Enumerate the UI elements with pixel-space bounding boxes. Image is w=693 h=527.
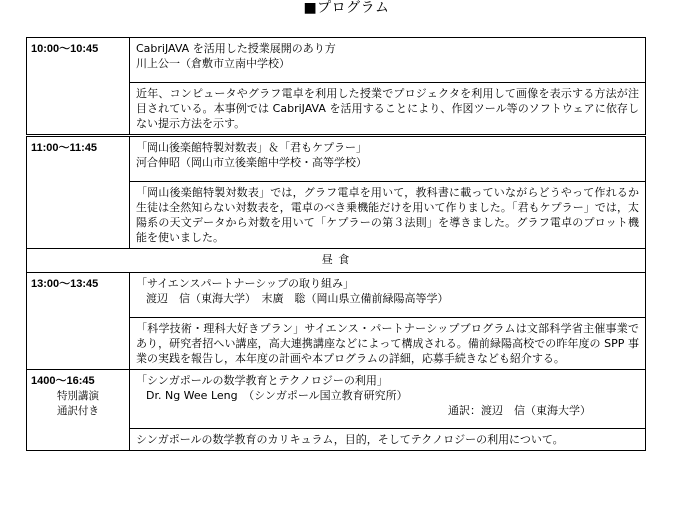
session-2-time-cell (27, 136, 130, 249)
program-table (26, 37, 646, 451)
session-4-note-interpret: 通訳付き (57, 405, 99, 417)
session-3-description: 「科学技術・理科大好きプラン」サイエンス・パートナーシップブログラムは文部科学省主催事業であり，研究者招へい講座，高大連携講座などによって構成される。備前緑陽高校での昨年度の SPP 事業の実践を報告し，本年度の計画や本プログラムの詳細，応募手続きなども紹介する。 (130, 318, 646, 370)
lunch-label: 昼 食 (27, 249, 646, 273)
session-3-header (130, 273, 646, 318)
session-3-time-cell (27, 273, 130, 370)
session-1-title: CabriJAVA を活用した授業展開のあり方 (136, 42, 336, 55)
session-4-interpreter: 通訳：渡辺 信（東海大学） (448, 404, 591, 417)
session-1-header (130, 38, 646, 83)
session-4-time-cell (27, 370, 130, 451)
session-row-2 (27, 136, 646, 182)
session-4-speaker: Dr. Ng Wee Leng （シンガポール国立教育研究所） (146, 389, 408, 402)
session-2-header (130, 136, 646, 182)
session-4-title: 「シンガポールの数学教育とテクノロジーの利用」 (136, 374, 388, 387)
session-3-time: 13:00～13:45 (31, 278, 99, 290)
session-1-time-cell (27, 38, 130, 136)
session-2-speaker: 河合伸昭（岡山市立後楽館中学校・高等学校） (136, 156, 367, 169)
session-row-4 (27, 370, 646, 429)
session-2-title: 「岡山後楽館特製対数表」＆「君もケプラー」 (136, 141, 367, 154)
session-row-1 (27, 38, 646, 83)
session-2-time: 11:00～11:45 (31, 142, 98, 154)
page-title: ■プログラム (303, 0, 390, 16)
session-row-3 (27, 273, 646, 318)
session-4-note-special: 特別講演 (57, 390, 99, 402)
session-4-description: シンガポールの数学教育のカリキュラム，目的，そしてテクノロジーの利用について。 (130, 429, 646, 451)
session-4-header (130, 370, 646, 429)
session-1-time: 10:00～10:45 (31, 43, 99, 55)
session-1-speaker: 川上公一（倉敷市立南中学校） (136, 57, 290, 70)
session-3-title: 「サイエンスパートナーシップの取り組み」 (136, 277, 355, 290)
session-3-speaker: 渡辺 信（東海大学） 末廣 聡（岡山県立備前緑陽高等学） (146, 292, 449, 305)
session-2-description: 「岡山後楽館特製対数表」では，グラフ電卓を用いて，教科書に載っていながらどうやって作れるか生徒は全然知らない対数表を，電卓のべき乗機能だけを用いて作りました。「君もケプラー」では，太陽系の天文データから対数を用いて「ケプラーの第３法則」を導きました。グラフ電卓のプロット機能を使いました。 (130, 182, 646, 249)
lunch-row (27, 249, 646, 273)
session-4-time: 1400～16:45 (31, 375, 95, 387)
session-1-description: 近年、コンピュータやグラフ電卓を利用した授業でプロジェクタを利用して画像を表示する方法が注目されている。本事例では CabriJAVA を活用することにより、作図ツール等のソフトウェアに依存しない提示方法を示す。 (130, 83, 646, 136)
